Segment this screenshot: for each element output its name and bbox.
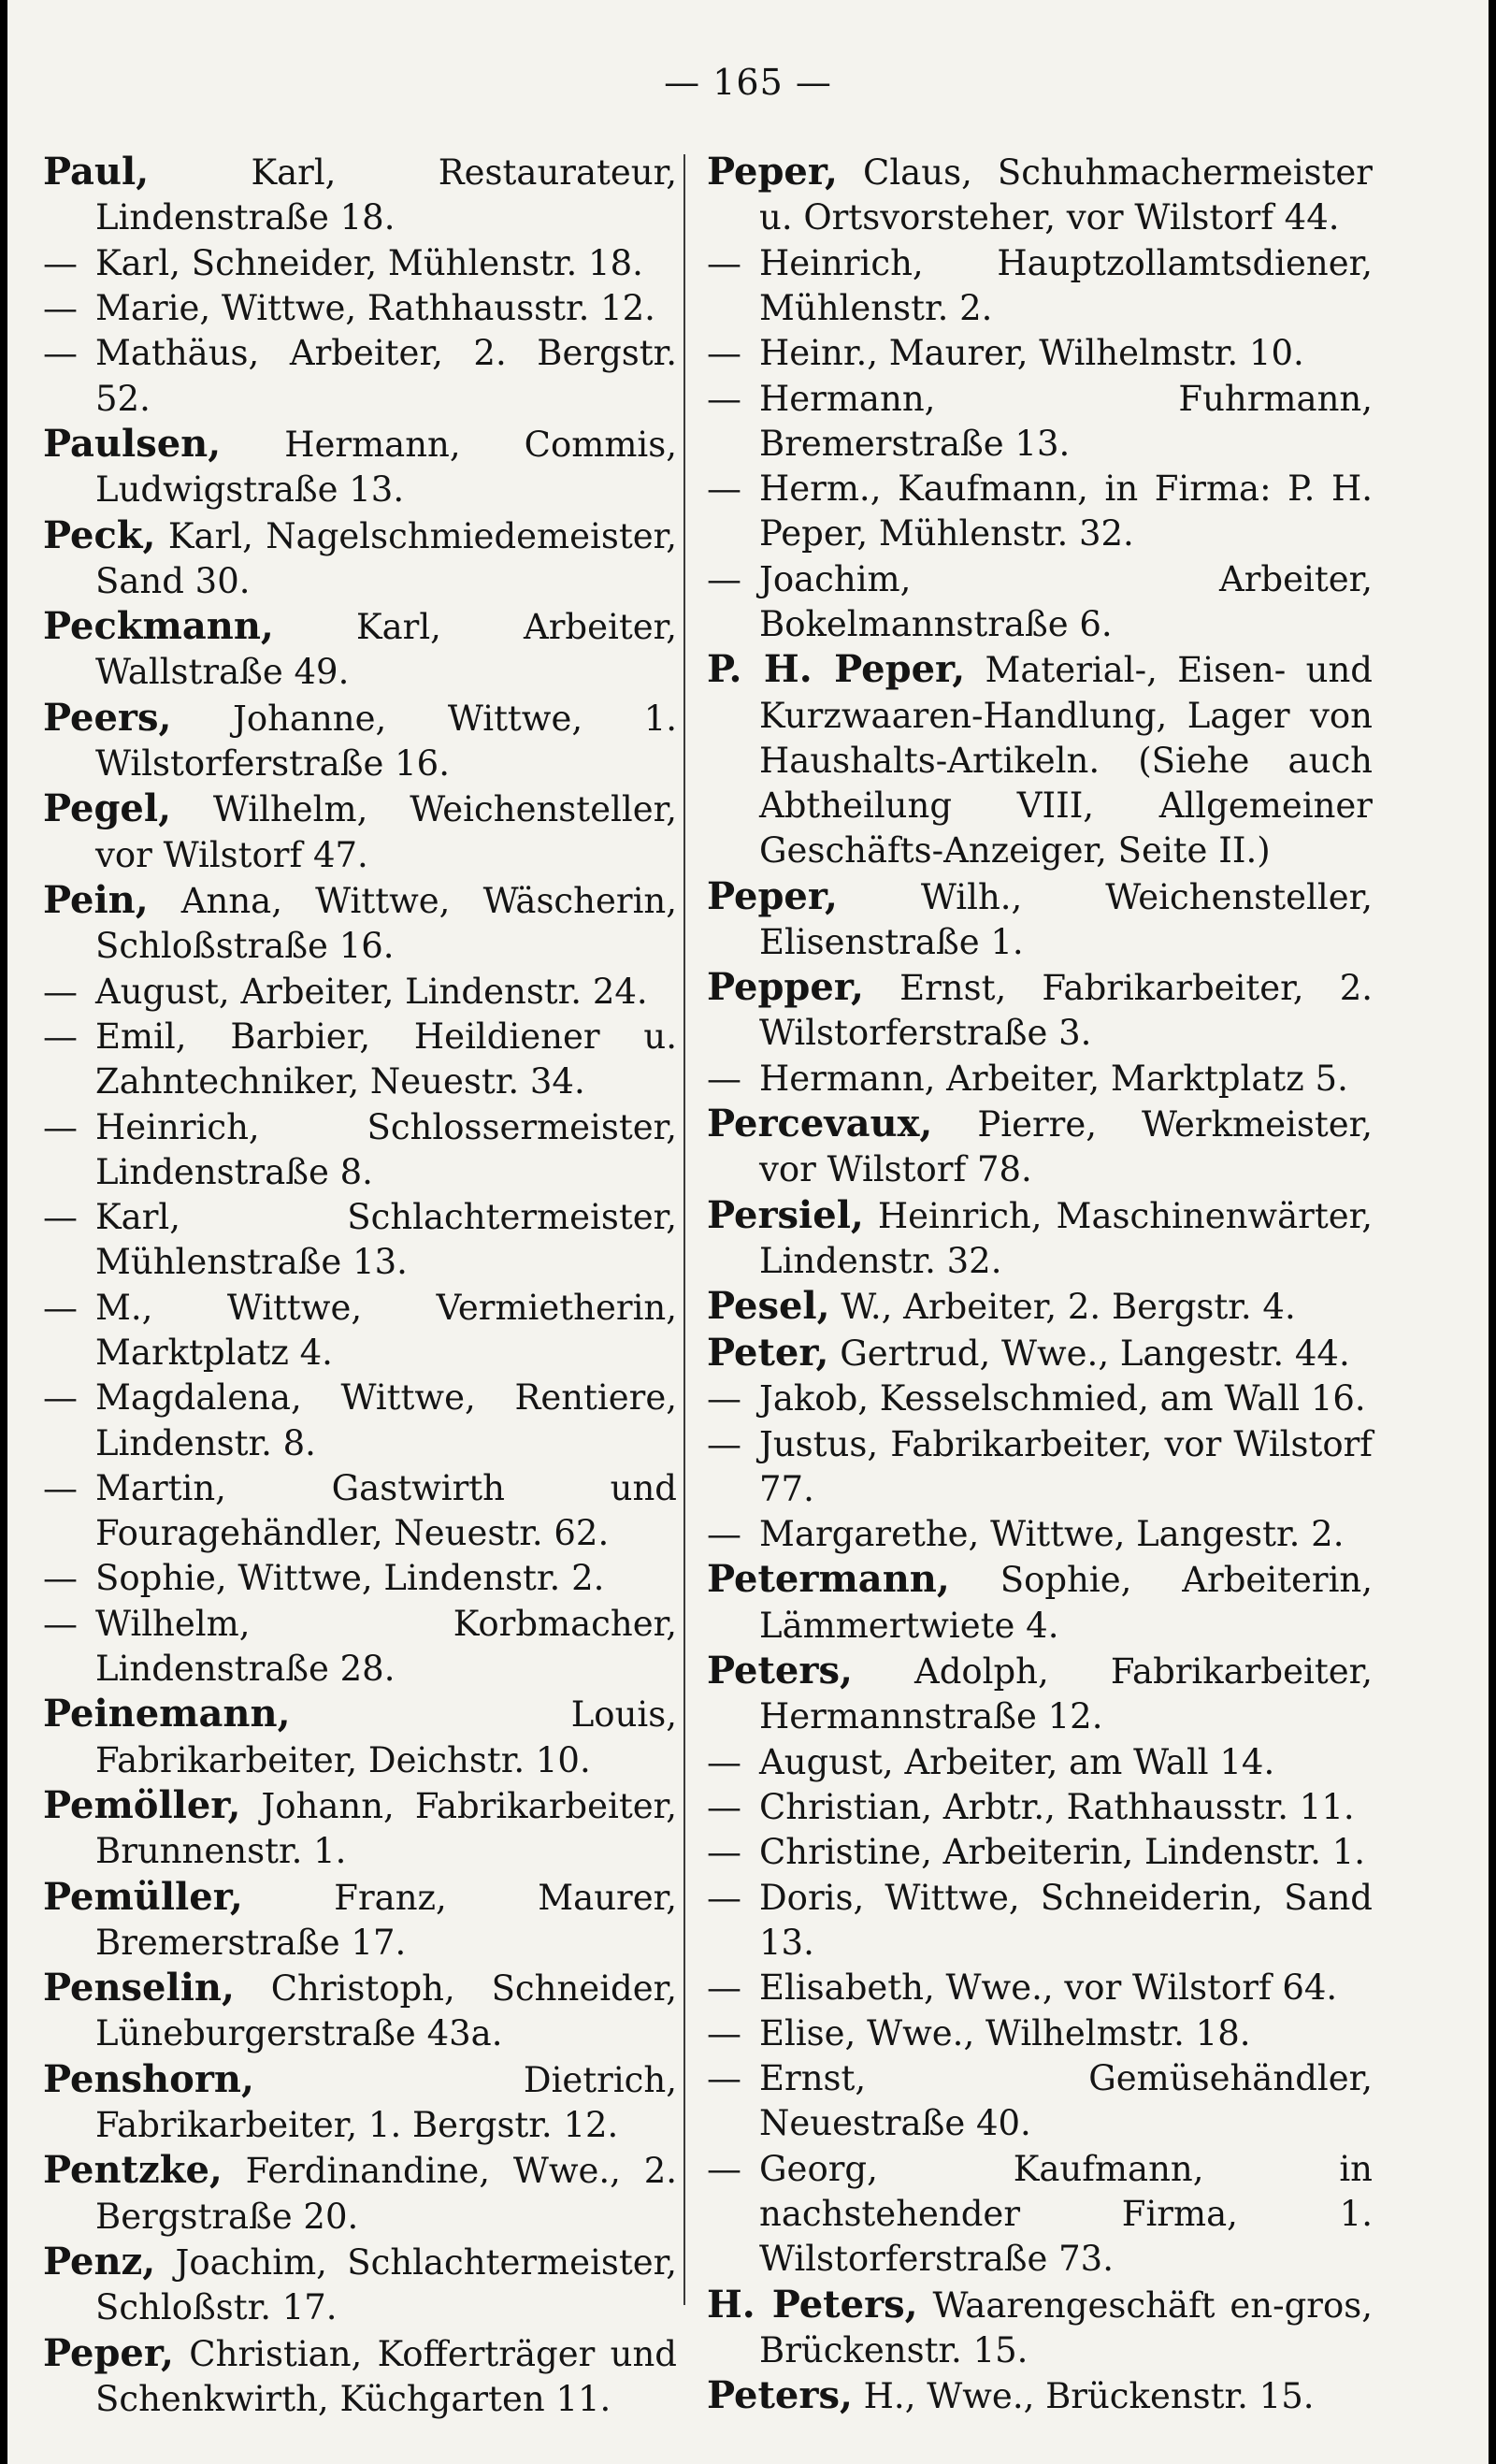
entry-details: Hermann, Arbeiter, Marktplatz 5.	[759, 1058, 1348, 1099]
ditto-dash: —	[43, 1287, 78, 1328]
directory-subentry	[707, 557, 1373, 647]
directory-subentry	[43, 1286, 677, 1376]
entry-surname: Peper,	[707, 873, 838, 918]
entry-surname: Percevaux,	[707, 1102, 933, 1146]
ditto-dash: —	[707, 1832, 741, 1873]
entry-details: August, Arbeiter, Lindenstr. 24.	[95, 971, 648, 1012]
entry-details: Franz, Maurer, Bremerstraße 17.	[95, 1877, 677, 1963]
ditto-dash: —	[43, 1377, 78, 1419]
entry-details: Jakob, Kesselschmied, am Wall 16.	[759, 1378, 1366, 1419]
left-column	[43, 150, 677, 2422]
ditto-dash: —	[707, 1741, 741, 1782]
entry-details: Joachim, Schlachtermeister, Schloßstr. 17.	[95, 2242, 677, 2328]
entry-details: H., Wwe., Brückenstr. 15.	[852, 2376, 1315, 2417]
entry-surname: P. H. Peper,	[707, 647, 966, 692]
directory-entry	[43, 604, 677, 695]
entry-surname: Pepper,	[707, 965, 864, 1010]
entry-details: Anna, Wittwe, Wäscherin, Schloßstraße 16.	[95, 880, 677, 967]
page-number: — 165 —	[664, 62, 832, 103]
directory-entry	[707, 965, 1373, 1056]
ditto-dash: —	[43, 1467, 78, 1508]
directory-subentry	[707, 241, 1373, 331]
entry-details: Karl, Schneider, Mühlenstr. 18.	[95, 242, 643, 283]
ditto-dash: —	[707, 333, 741, 374]
entry-details: Ernst, Gemüsehändler, Neuestraße 40.	[759, 2058, 1373, 2144]
ditto-dash: —	[707, 2148, 741, 2189]
directory-entry	[707, 150, 1373, 240]
entry-details: Louis, Fabrikarbeiter, Deichstr. 10.	[95, 1694, 677, 1780]
entry-details: Mathäus, Arbeiter, 2. Bergstr. 52.	[95, 333, 677, 419]
entry-details: Heinrich, Hauptzollamtsdiener, Mühlenstr. 2.	[759, 242, 1373, 328]
ditto-dash: —	[707, 2012, 741, 2053]
directory-entry	[707, 1331, 1373, 1376]
directory-entry	[43, 1692, 677, 1782]
entry-details: Martin, Gastwirth und Fouragehändler, Neuestr. 62.	[95, 1467, 677, 1554]
entry-details: Karl, Nagelschmiedemeister, Sand 30.	[95, 515, 677, 601]
directory-subentry	[43, 1376, 677, 1465]
directory-subentry	[707, 1740, 1373, 1785]
directory-subentry	[707, 1966, 1373, 2010]
directory-subentry	[707, 1785, 1373, 1830]
entry-surname: Pentzke,	[43, 2148, 223, 2193]
entry-details: Elisabeth, Wwe., vor Wilstorf 64.	[759, 1967, 1338, 2009]
ditto-dash: —	[707, 1787, 741, 1828]
directory-entry	[707, 874, 1373, 965]
directory-subentry	[707, 1876, 1373, 1966]
entry-surname: Peinemann,	[43, 1692, 291, 1736]
entry-surname: Peper,	[43, 2330, 174, 2375]
directory-entry	[707, 2373, 1373, 2419]
entry-details: Waarengeschäft en-gros, Brückenstr. 15.	[759, 2284, 1373, 2370]
entry-details: Heinrich, Schlossermeister, Lindenstraße 8.	[95, 1106, 677, 1192]
directory-subentry	[707, 2011, 1373, 2056]
entry-details: W., Arbeiter, 2. Bergstr. 4.	[829, 1287, 1296, 1328]
directory-entry	[707, 1102, 1373, 1192]
entry-details: Christine, Arbeiterin, Lindenstr. 1.	[759, 1832, 1366, 1873]
entry-surname: Peters,	[707, 1649, 853, 1693]
entry-details: Hermann, Commis, Ludwigstraße 13.	[95, 424, 677, 511]
directory-entry	[43, 513, 677, 604]
entry-details: Johann, Fabrikarbeiter, Brunnenstr. 1.	[95, 1786, 677, 1872]
entry-surname: Peck,	[43, 512, 156, 557]
entry-details: Karl, Restaurateur, Lindenstraße 18.	[95, 152, 677, 238]
directory-entry	[707, 2283, 1373, 2373]
ditto-dash: —	[43, 333, 78, 374]
entry-details: Sophie, Wittwe, Lindenstr. 2.	[95, 1558, 605, 1599]
directory-entry	[707, 647, 1373, 873]
entry-details: Emil, Barbier, Heildiener u. Zahntechniker, Neuestr. 34.	[95, 1016, 677, 1102]
entry-surname: Pemöller,	[43, 1783, 241, 1828]
directory-entry	[707, 1193, 1373, 1284]
ditto-dash: —	[43, 971, 78, 1012]
entry-details: Material-, Eisen- und Kurzwaaren-Handlung, Lager von Haushalts-Artikeln. (Siehe auch Abtheilung VIII, Allgemeiner Geschäfts-Anzeiger, Seite II.)	[759, 650, 1373, 872]
directory-entry	[43, 786, 677, 877]
entry-surname: Paulsen,	[43, 421, 222, 466]
directory-subentry	[43, 1466, 677, 1556]
entry-details: Johanne, Wittwe, 1. Wilstorferstraße 16.	[95, 698, 677, 784]
directory-subentry	[707, 467, 1373, 556]
ditto-dash: —	[707, 1423, 741, 1464]
entry-details: Heinrich, Maschinenwärter, Lindenstr. 32.	[759, 1195, 1373, 1281]
entry-details: August, Arbeiter, am Wall 14.	[759, 1741, 1275, 1782]
entry-surname: Penshorn,	[43, 2056, 254, 2101]
ditto-dash: —	[43, 1558, 78, 1599]
ditto-dash: —	[707, 558, 741, 599]
directory-subentry	[707, 377, 1373, 467]
directory-subentry	[43, 1015, 677, 1104]
entry-details: Claus, Schuhmachermeister u. Ortsvorsteher, vor Wilstorf 44.	[759, 152, 1373, 238]
directory-subentry	[43, 1105, 677, 1195]
entry-details: Doris, Wittwe, Schneiderin, Sand 13.	[759, 1877, 1373, 1964]
entry-details: Heinr., Maurer, Wilhelmstr. 10.	[759, 333, 1304, 374]
ditto-dash: —	[707, 468, 741, 510]
ditto-dash: —	[43, 242, 78, 283]
directory-subentry	[43, 970, 677, 1015]
entry-details: Gertrud, Wwe., Langestr. 44.	[828, 1333, 1350, 1374]
entry-details: Christoph, Schneider, Lüneburgerstraße 43a.	[95, 1968, 677, 2054]
directory-entry	[707, 1557, 1373, 1648]
entry-surname: Petermann,	[707, 1557, 950, 1602]
entry-details: Ernst, Fabrikarbeiter, 2. Wilstorferstraße 3.	[759, 968, 1373, 1054]
entry-details: Christian, Kofferträger und Schenkwirth, Küchgarten 11.	[95, 2333, 677, 2419]
directory-subentry	[707, 1376, 1373, 1421]
entry-surname: Pegel,	[43, 786, 171, 831]
entry-details: Margarethe, Wittwe, Langestr. 2.	[759, 1514, 1345, 1555]
directory-entry	[43, 1966, 677, 2056]
entry-surname: Peter,	[707, 1330, 829, 1375]
directory-entry	[43, 150, 677, 240]
entry-details: Joachim, Arbeiter, Bokelmannstraße 6.	[759, 558, 1373, 644]
entry-surname: Peters,	[707, 2373, 853, 2418]
entry-details: Sophie, Arbeiterin, Lämmertwiete 4.	[759, 1560, 1373, 1646]
ditto-dash: —	[43, 1016, 78, 1057]
entry-surname: Persiel,	[707, 1192, 864, 1237]
entry-details: Georg, Kaufmann, in nachstehender Firma, 1. Wilstorferstraße 73.	[759, 2148, 1373, 2280]
directory-subentry	[707, 1830, 1373, 1875]
directory-entry	[43, 2240, 677, 2330]
entry-surname: Penselin,	[43, 1966, 235, 2010]
entry-details: Herm., Kaufmann, in Firma: P. H. Peper, Mühlenstr. 32.	[759, 468, 1373, 555]
column-divider	[683, 154, 685, 2305]
directory-entry	[43, 1875, 677, 1966]
entry-surname: Peper,	[707, 150, 838, 194]
entry-surname: Penz,	[43, 2240, 156, 2284]
entry-details: M., Wittwe, Vermietherin, Marktplatz 4.	[95, 1287, 677, 1373]
directory-subentry	[43, 1195, 677, 1285]
ditto-dash: —	[707, 1514, 741, 1555]
ditto-dash: —	[43, 1106, 78, 1147]
directory-entry	[707, 1649, 1373, 1739]
directory-subentry	[43, 241, 677, 286]
directory-entry	[43, 1783, 677, 1874]
entry-surname: Pemüller,	[43, 1874, 243, 1919]
directory-entry	[43, 2331, 677, 2422]
entry-surname: Pesel,	[707, 1284, 830, 1329]
entry-details: Karl, Schlachtermeister, Mühlenstraße 13.	[95, 1197, 677, 1283]
ditto-dash: —	[707, 1877, 741, 1918]
entry-details: Wilhelm, Weichensteller, vor Wilstorf 47.	[95, 789, 677, 875]
ditto-dash: —	[707, 378, 741, 419]
ditto-dash: —	[43, 1197, 78, 1238]
entry-details: Magdalena, Wittwe, Rentiere, Lindenstr. 8.	[95, 1377, 677, 1463]
entry-surname: Peckmann,	[43, 604, 274, 649]
directory-subentry	[43, 286, 677, 331]
ditto-dash: —	[707, 1058, 741, 1099]
entry-surname: Peers,	[43, 695, 172, 740]
entry-surname: Pein,	[43, 877, 149, 922]
directory-entry	[43, 878, 677, 969]
directory-page	[7, 0, 1489, 2464]
entry-details: Pierre, Werkmeister, vor Wilstorf 78.	[759, 1104, 1373, 1190]
ditto-dash: —	[707, 1378, 741, 1419]
directory-entry	[43, 2148, 677, 2239]
directory-subentry	[707, 1422, 1373, 1512]
directory-entry	[43, 2057, 677, 2148]
directory-subentry	[707, 1512, 1373, 1557]
ditto-dash: —	[707, 242, 741, 283]
entry-details: Dietrich, Fabrikarbeiter, 1. Bergstr. 12.	[95, 2059, 677, 2146]
directory-subentry	[43, 1556, 677, 1601]
entry-details: Christian, Arbtr., Rathhausstr. 11.	[759, 1787, 1355, 1828]
entry-details: Elise, Wwe., Wilhelmstr. 18.	[759, 2012, 1251, 2053]
directory-subentry	[707, 331, 1373, 376]
entry-details: Hermann, Fuhrmann, Bremerstraße 13.	[759, 378, 1373, 464]
directory-subentry	[707, 2056, 1373, 2146]
entry-details: Ferdinandine, Wwe., 2. Bergstraße 20.	[95, 2151, 677, 2237]
directory-subentry	[43, 1602, 677, 1692]
ditto-dash: —	[707, 1967, 741, 2009]
directory-entry	[43, 422, 677, 512]
entry-details: Adolph, Fabrikarbeiter, Hermannstraße 12.	[759, 1651, 1373, 1737]
entry-surname: Paul,	[43, 150, 150, 194]
ditto-dash: —	[43, 1603, 78, 1644]
directory-subentry	[707, 1057, 1373, 1102]
entry-details: Wilh., Weichensteller, Elisenstraße 1.	[759, 876, 1373, 962]
directory-entry	[707, 1284, 1373, 1330]
ditto-dash: —	[43, 287, 78, 328]
directory-subentry	[707, 2147, 1373, 2283]
entry-details: Wilhelm, Korbmacher, Lindenstraße 28.	[95, 1603, 677, 1690]
entry-details: Justus, Fabrikarbeiter, vor Wilstorf 77.	[759, 1423, 1373, 1509]
entry-details: Marie, Wittwe, Rathhausstr. 12.	[95, 287, 655, 328]
directory-subentry	[43, 331, 677, 421]
right-column	[707, 150, 1373, 2420]
ditto-dash: —	[707, 2058, 741, 2099]
directory-entry	[43, 696, 677, 786]
entry-surname: H. Peters,	[707, 2282, 918, 2327]
entry-details: Karl, Arbeiter, Wallstraße 49.	[95, 607, 677, 693]
